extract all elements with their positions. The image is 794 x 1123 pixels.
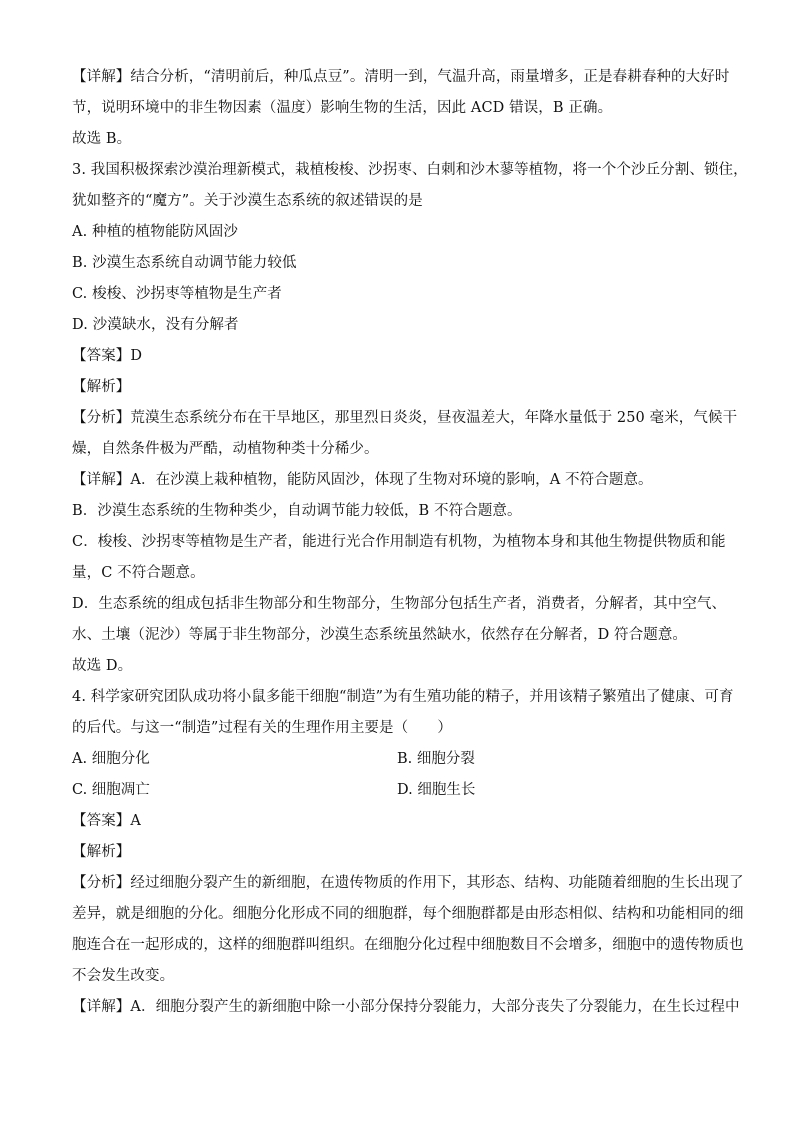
answer-label: 【答案】A xyxy=(72,813,141,829)
option-c: C. 细胞凋亡 xyxy=(72,782,150,798)
option-a: A. 细胞分化 xyxy=(72,751,150,767)
text-line: 不会发生改变。 xyxy=(72,968,175,984)
analysis-label: 【解析】 xyxy=(72,379,131,395)
options-row xyxy=(72,744,724,775)
text-line: D．生态系统的组成包括非生物部分和生物部分，生物部分包括生产者，消费者，分解者，其中空气、 xyxy=(72,596,727,612)
option-d: D. 沙漠缺水，没有分解者 xyxy=(72,317,239,333)
option-b: B. 细胞分裂 xyxy=(397,751,475,767)
option-a: A. 种植的植物能防风固沙 xyxy=(72,224,238,240)
text-line: 量，C 不符合题意。 xyxy=(72,565,205,581)
text-line: 【详解】A．细胞分裂产生的新细胞中除一小部分保持分裂能力，大部分丧失了分裂能力，在生长过程中 xyxy=(72,999,740,1015)
text-line: 【分析】经过细胞分裂产生的新细胞，在遗传物质的作用下，其形态、结构、功能随着细胞的生长出现了 xyxy=(72,875,744,891)
text-line: 故选 D。 xyxy=(72,658,133,674)
question-4-stem: 4. 科学家研究团队成功将小鼠多能干细胞“制造”为有生殖功能的精子，并用该精子繁殖出了健康、可育 xyxy=(72,689,734,705)
options-row xyxy=(72,775,724,806)
text-line: 故选 B。 xyxy=(72,131,132,147)
option-d: D. 细胞生长 xyxy=(397,782,476,798)
text-line: C．梭梭、沙拐枣等植物是生产者，能进行光合作用制造有机物，为植物本身和其他生物提供物质和能 xyxy=(72,534,726,550)
answer-label: 【答案】D xyxy=(72,348,143,364)
text-line: B．沙漠生态系统的生物种类少，自动调节能力较低，B 不符合题意。 xyxy=(72,503,522,519)
analysis-label: 【解析】 xyxy=(72,844,131,860)
text-line: 胞连合在一起形成的，这样的细胞群叫组织。在细胞分化过程中细胞数目不会增多，细胞中的遗传物质也 xyxy=(72,937,744,953)
option-b: B. 沙漠生态系统自动调节能力较低 xyxy=(72,255,297,271)
question-3-stem: 3. 我国积极探索沙漠治理新模式，栽植梭梭、沙拐枣、白刺和沙木蓼等植物，将一个个沙丘分割、锁住， xyxy=(72,162,748,178)
text-line: 差异，就是细胞的分化。细胞分化形成不同的细胞群，每个细胞群都是由形态相似、结构和功能相同的细 xyxy=(72,906,744,922)
text-line: 【详解】A．在沙漠上栽种植物，能防风固沙，体现了生物对环境的影响，A 不符合题意。 xyxy=(72,472,653,488)
text-line: 【分析】荒漠生态系统分布在干旱地区，那里烈日炎炎，昼夜温差大，年降水量低于 250 毫米，气候干 xyxy=(72,410,738,426)
text-line: 节，说明环境中的非生物因素（温度）影响生物的生活，因此 ACD 错误，B 正确。 xyxy=(72,100,613,116)
text-line: 燥，自然条件极为严酷，动植物种类十分稀少。 xyxy=(72,441,379,457)
text-line: 【详解】结合分析，“清明前后，种瓜点豆”。清明一到，气温升高，雨量增多，正是春耕春种的大好时 xyxy=(72,69,730,85)
text-line: 水、土壤（泥沙）等属于非生物部分，沙漠生态系统虽然缺水，依然存在分解者，D 符合题意。 xyxy=(72,627,688,643)
question-4-stem: 的后代。与这一“制造”过程有关的生理作用主要是（ ） xyxy=(72,720,453,736)
question-3-stem: 犹如整齐的“魔方”。关于沙漠生态系统的叙述错误的是 xyxy=(72,193,423,209)
option-c: C. 梭梭、沙拐枣等植物是生产者 xyxy=(72,286,282,302)
